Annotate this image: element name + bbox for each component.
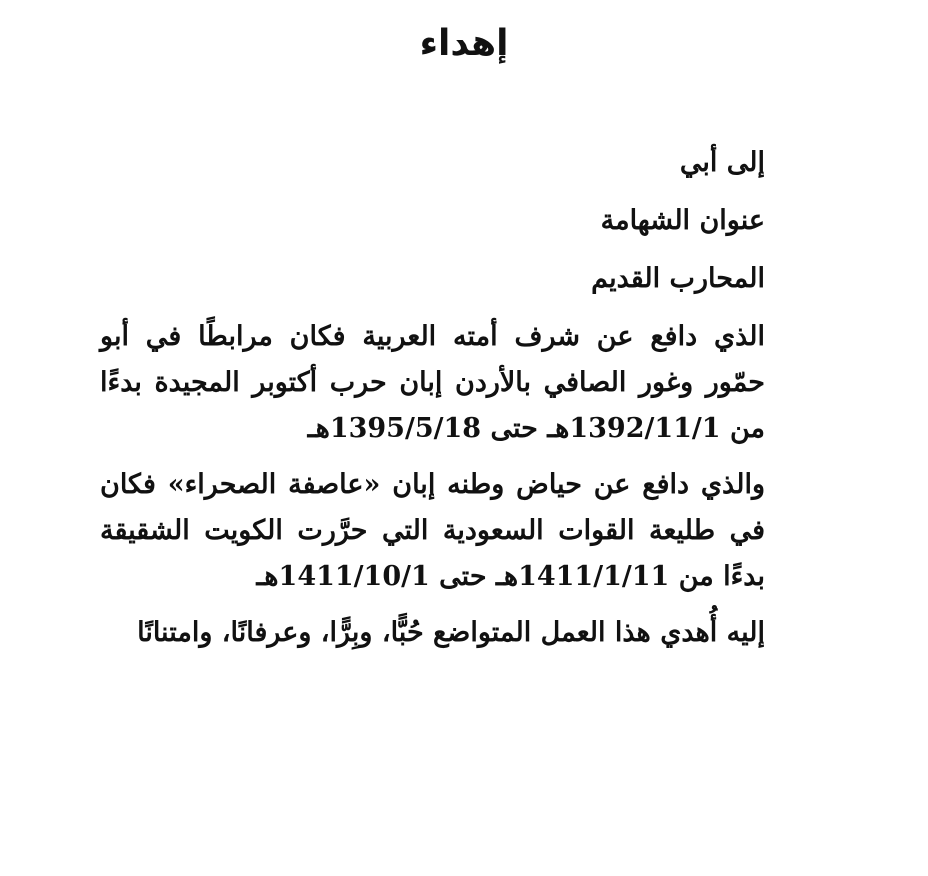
page-title: إهداء: [419, 23, 509, 64]
dedication-line-to-father: إلى أبي: [679, 147, 765, 178]
dedication-paragraph-october-war: الذي دافع عن شرف أمته العربية فكان مرابطًا في أبو حمّور وغور الصافي بالأردن إبان حرب أكتوبر المجيدة بدءًا من 1392/11/1هـ حتى 1395/5/18هـ: [100, 321, 765, 444]
dedication-line-title: عنوان الشهامة: [600, 205, 765, 236]
dedication-line-veteran: المحارب القديم: [591, 263, 765, 294]
dedication-paragraph-closing: إليه أُهدي هذا العمل المتواضع حُبًّا، وبِرًّا، وعرفانًا، وامتنانًا: [137, 617, 765, 648]
dedication-body: [100, 140, 765, 666]
dedication-paragraph-desert-storm: والذي دافع عن حياض وطنه إبان «عاصفة الصحراء» فكان في طليعة القوات السعودية التي حرَّرت الكويت الشقيقة بدءًا من 1411/1/11هـ حتى 1411/10/1هـ: [100, 469, 765, 592]
